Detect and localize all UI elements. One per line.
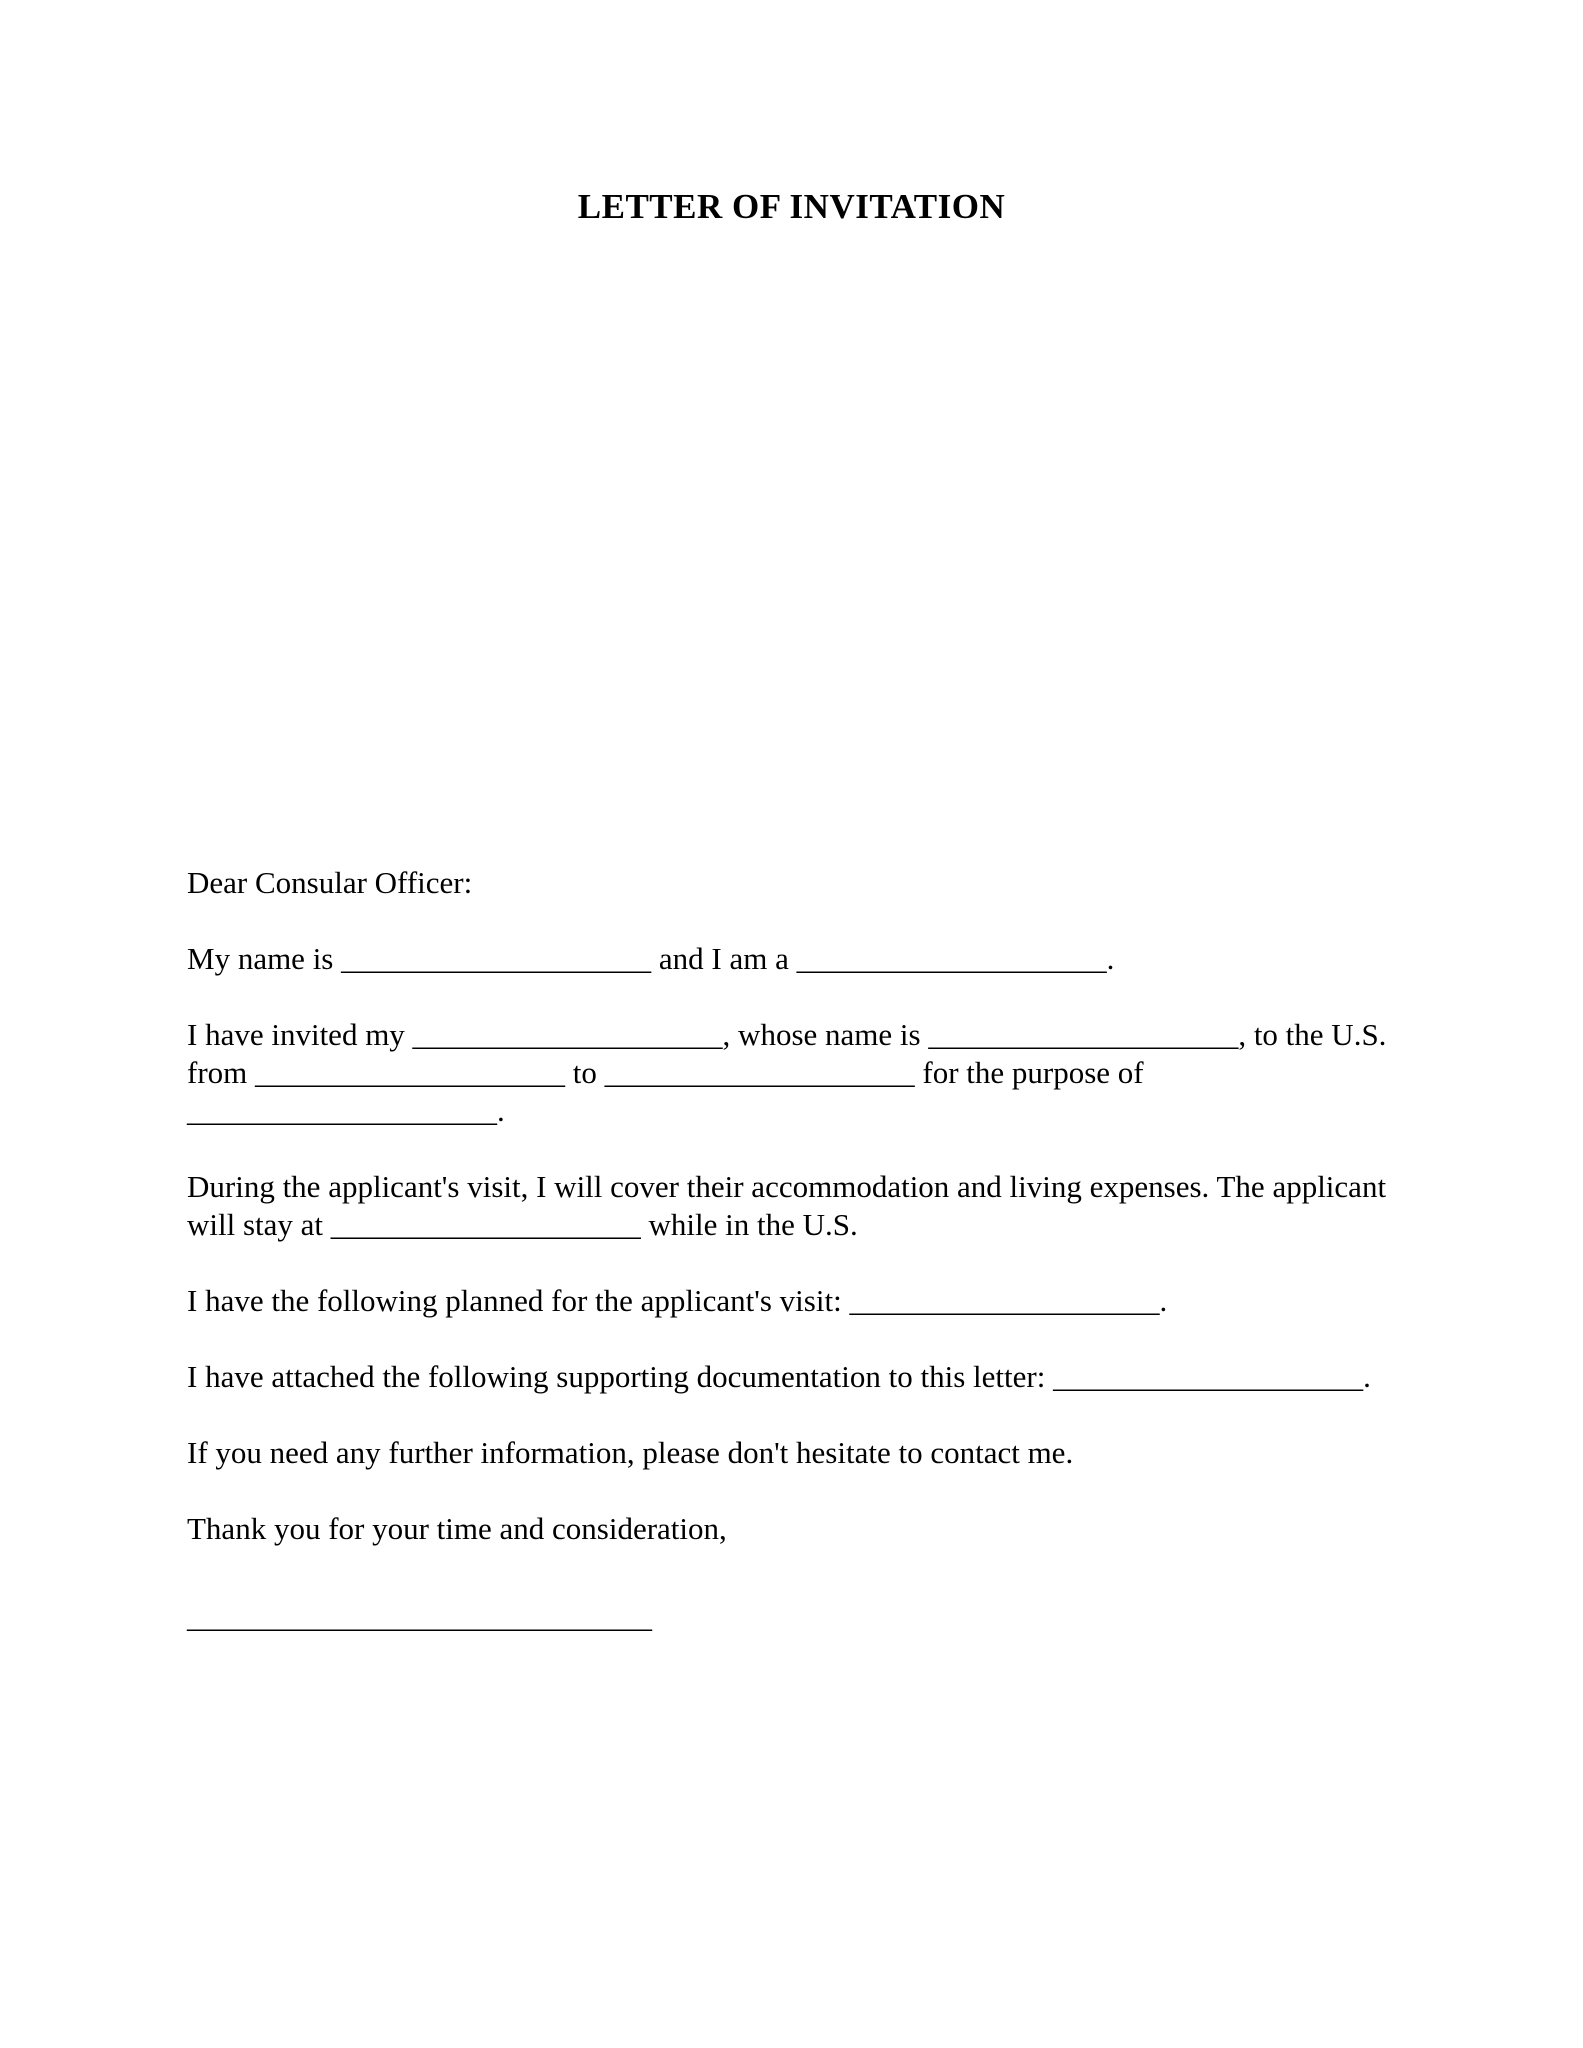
signature-block: [187, 1598, 1407, 1636]
intro-paragraph: [187, 940, 1407, 978]
letter-title: LETTER OF INVITATION: [577, 187, 1006, 226]
salutation-paragraph: [187, 864, 1407, 902]
letter-line: During the applicant's visit, I will cover their accommodation and living expenses. The applicant: [187, 1169, 1387, 1204]
letter-line: ____________________.: [187, 1093, 505, 1128]
letter-line: from ____________________ to ____________________ for the purpose of: [187, 1055, 1144, 1090]
closing-paragraph: [187, 1510, 1407, 1548]
letter-line: My name is ____________________ and I am a ____________________.: [187, 941, 1115, 976]
letter-line: I have invited my ____________________, whose name is ____________________, to the U.S.: [187, 1017, 1387, 1052]
letter-line: Thank you for your time and consideration,: [187, 1511, 727, 1546]
accommodation-paragraph: [187, 1168, 1407, 1244]
attachments-paragraph: [187, 1358, 1407, 1396]
letter-line: I have the following planned for the applicant's visit: ____________________.: [187, 1283, 1168, 1318]
letter-line: I have attached the following supporting documentation to this letter: ____________________.: [187, 1359, 1371, 1394]
letter-line: If you need any further information, please don't hesitate to contact me.: [187, 1435, 1074, 1470]
letter-line: Dear Consular Officer:: [187, 865, 473, 900]
letter-line: will stay at ____________________ while in the U.S.: [187, 1207, 858, 1242]
invitation-details-paragraph: [187, 1016, 1407, 1130]
plans-paragraph: [187, 1282, 1407, 1320]
signature-line: ______________________________: [187, 1599, 652, 1634]
letter-body: [187, 864, 1407, 1674]
contact-paragraph: [187, 1434, 1407, 1472]
